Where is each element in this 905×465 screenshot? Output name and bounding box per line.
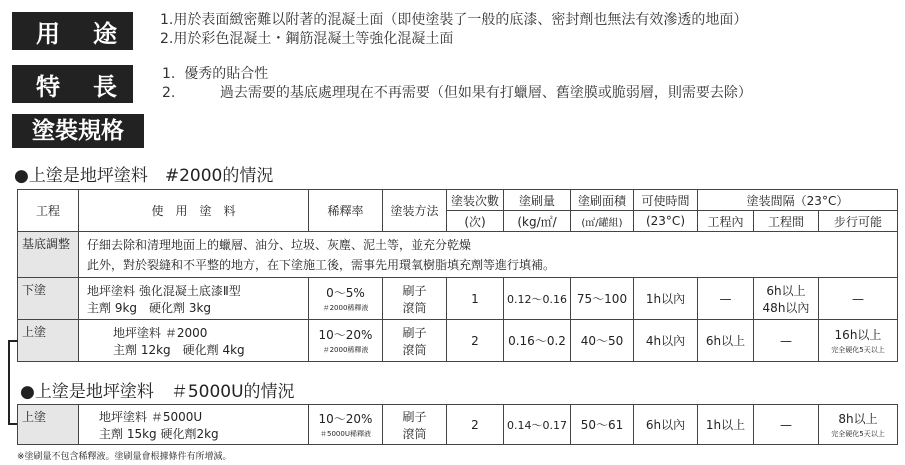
- usage-line-1: 1.用於表面緻密難以附著的混凝土面（即使塗裝了一般的底漆、密封劑也無法有效滲透的地面）: [160, 12, 748, 28]
- top-dilution-note: ＃2000稀釋液: [322, 346, 369, 354]
- usage-lines: [160, 11, 747, 49]
- t2-material-1: 地坪塗料 ＃5000U: [99, 409, 203, 424]
- primer-between-2: 48h以內: [762, 300, 810, 315]
- t2-material: [79, 405, 309, 445]
- section2-title: ●上塗是地坪塗料 ＃5000U的情況: [20, 382, 295, 402]
- header-pot-life: 可使時間: [634, 190, 698, 211]
- header-area: 塗刷面積: [571, 190, 634, 211]
- features-label: [12, 65, 133, 103]
- primer-within: —: [698, 278, 754, 320]
- primer-material-2: 主劑 9kg 硬化劑 3kg: [87, 300, 212, 315]
- t2-amount: 0.14～0.17: [504, 405, 571, 445]
- features-label-a: 特: [36, 72, 60, 101]
- header-material: 使 用 塗 料: [79, 190, 309, 232]
- t2-area: 50～61: [571, 405, 634, 445]
- header-amount: 塗刷量: [504, 190, 571, 211]
- top-method-2: 滾筒: [402, 342, 427, 357]
- t2-method: [383, 405, 447, 445]
- header-interval-within: 工程內: [698, 211, 754, 232]
- primer-method-1: 刷子: [402, 283, 427, 298]
- features-lines: [162, 65, 752, 103]
- top-coats: 2: [447, 320, 504, 362]
- top-dilution-value: 10～20%: [318, 328, 373, 342]
- top-method-1: 刷子: [402, 325, 427, 340]
- top-walkable-note: 完全硬化5天以上: [831, 346, 885, 354]
- table-row-primer: [18, 278, 898, 320]
- t2-between: —: [754, 405, 819, 445]
- t2-process: 上塗: [18, 405, 79, 445]
- usage-line-2: 2.用於彩色混凝土・鋼筋混凝土等強化混凝土面: [160, 31, 454, 47]
- features-line-2: 2. 過去需要的基底處理現在不再需要（但如果有打蠟層、舊塗膜或脆弱層，則需要去除）: [162, 85, 752, 101]
- top-amount: 0.16～0.2: [504, 320, 571, 362]
- top-dilution: [309, 320, 383, 362]
- features-line-1: 1. 優秀的貼合性: [162, 66, 269, 82]
- footnote: ※塗刷量不包含稀釋液。塗刷量會根據條件有所增減。: [17, 452, 232, 462]
- top-material-2: 主劑 12kg 硬化劑 4kg: [113, 342, 245, 357]
- t2-coats: 2: [447, 405, 504, 445]
- spec-table-2000: [17, 189, 898, 362]
- spec-title: 塗裝規格: [12, 114, 144, 148]
- top-pot-life: 4h以內: [634, 320, 698, 362]
- primer-amount: 0.12～0.16: [504, 278, 571, 320]
- t2-walkable-note: 完全硬化5天以上: [831, 430, 885, 438]
- spec-table-5000u: [17, 404, 898, 445]
- header-dilution: 稀釋率: [309, 190, 383, 232]
- primer-coats: 1: [447, 278, 504, 320]
- t2-dilution-note: ＃5000U稀釋液: [320, 430, 371, 438]
- primer-between-1: 6h以上: [766, 283, 806, 298]
- primer-area: 75～100: [571, 278, 634, 320]
- header-process: 工程: [18, 190, 79, 232]
- top-method: [383, 320, 447, 362]
- primer-method: [383, 278, 447, 320]
- top-walkable-value: 16h以上: [834, 328, 882, 342]
- top-area: 40～50: [571, 320, 634, 362]
- header-pot-life-unit: (23°C): [634, 211, 698, 232]
- usage-label: [12, 12, 133, 50]
- top-between: —: [754, 320, 819, 362]
- primer-process: 下塗: [18, 278, 79, 320]
- t2-walkable: [819, 405, 898, 445]
- base-line-2: 此外，對於裂縫和不平整的地方，在下塗施工後，需事先用環氧樹脂填充劑等進行填補。: [87, 258, 556, 272]
- primer-walkable: —: [819, 278, 898, 320]
- t2-method-2: 滾筒: [402, 426, 427, 441]
- header-interval-between: 工程間: [754, 211, 819, 232]
- header-coats-unit: (次): [447, 211, 504, 232]
- connector-line: [8, 340, 10, 424]
- primer-pot-life: 1h以內: [634, 278, 698, 320]
- t2-dilution: [309, 405, 383, 445]
- table-row-top: [18, 320, 898, 362]
- top-within: 6h以上: [698, 320, 754, 362]
- features-label-b: 長: [93, 72, 117, 101]
- base-line-1: 仔細去除和清理地面上的蠟層、油分、垃圾、灰塵、泥土等，並充分乾燥: [87, 238, 472, 252]
- t2-pot-life: 6h以內: [634, 405, 698, 445]
- primer-material: [79, 278, 309, 320]
- header-coats: 塗装次數: [447, 190, 504, 211]
- primer-material-1: 地坪塗料 強化混凝土底漆Ⅱ型: [87, 283, 241, 298]
- header-area-unit: (㎡/罐組): [571, 211, 634, 232]
- table-row-top-5000u: [18, 405, 898, 445]
- primer-between: [754, 278, 819, 320]
- top-material-1: 地坪塗料 ＃2000: [113, 325, 208, 340]
- base-description: [79, 232, 898, 278]
- top-material: [79, 320, 309, 362]
- primer-method-2: 滾筒: [402, 300, 427, 315]
- top-walkable: [819, 320, 898, 362]
- t2-within: 1h以上: [698, 405, 754, 445]
- t2-walkable-value: 8h以上: [838, 412, 878, 426]
- base-process: 基底調整: [18, 232, 79, 278]
- usage-label-b: 途: [93, 19, 117, 48]
- top-process: 上塗: [18, 320, 79, 362]
- header-amount-unit: (kg/㎡/: [504, 211, 571, 232]
- header-walkable: 步行可能: [819, 211, 898, 232]
- primer-dilution-value: 0～5%: [326, 286, 365, 300]
- t2-method-1: 刷子: [402, 409, 427, 424]
- primer-dilution: [309, 278, 383, 320]
- header-method: 塗装方法: [383, 190, 447, 232]
- t2-material-2: 主劑 15kg 硬化劑2kg: [99, 426, 219, 441]
- usage-label-a: 用: [36, 19, 60, 48]
- t2-dilution-value: 10～20%: [318, 412, 373, 426]
- section1-title: ●上塗是地坪塗料 #2000的情況: [14, 166, 274, 186]
- header-interval: 塗装間隔（23°C）: [698, 190, 898, 211]
- primer-dilution-note: ＃2000稀釋液: [322, 304, 369, 312]
